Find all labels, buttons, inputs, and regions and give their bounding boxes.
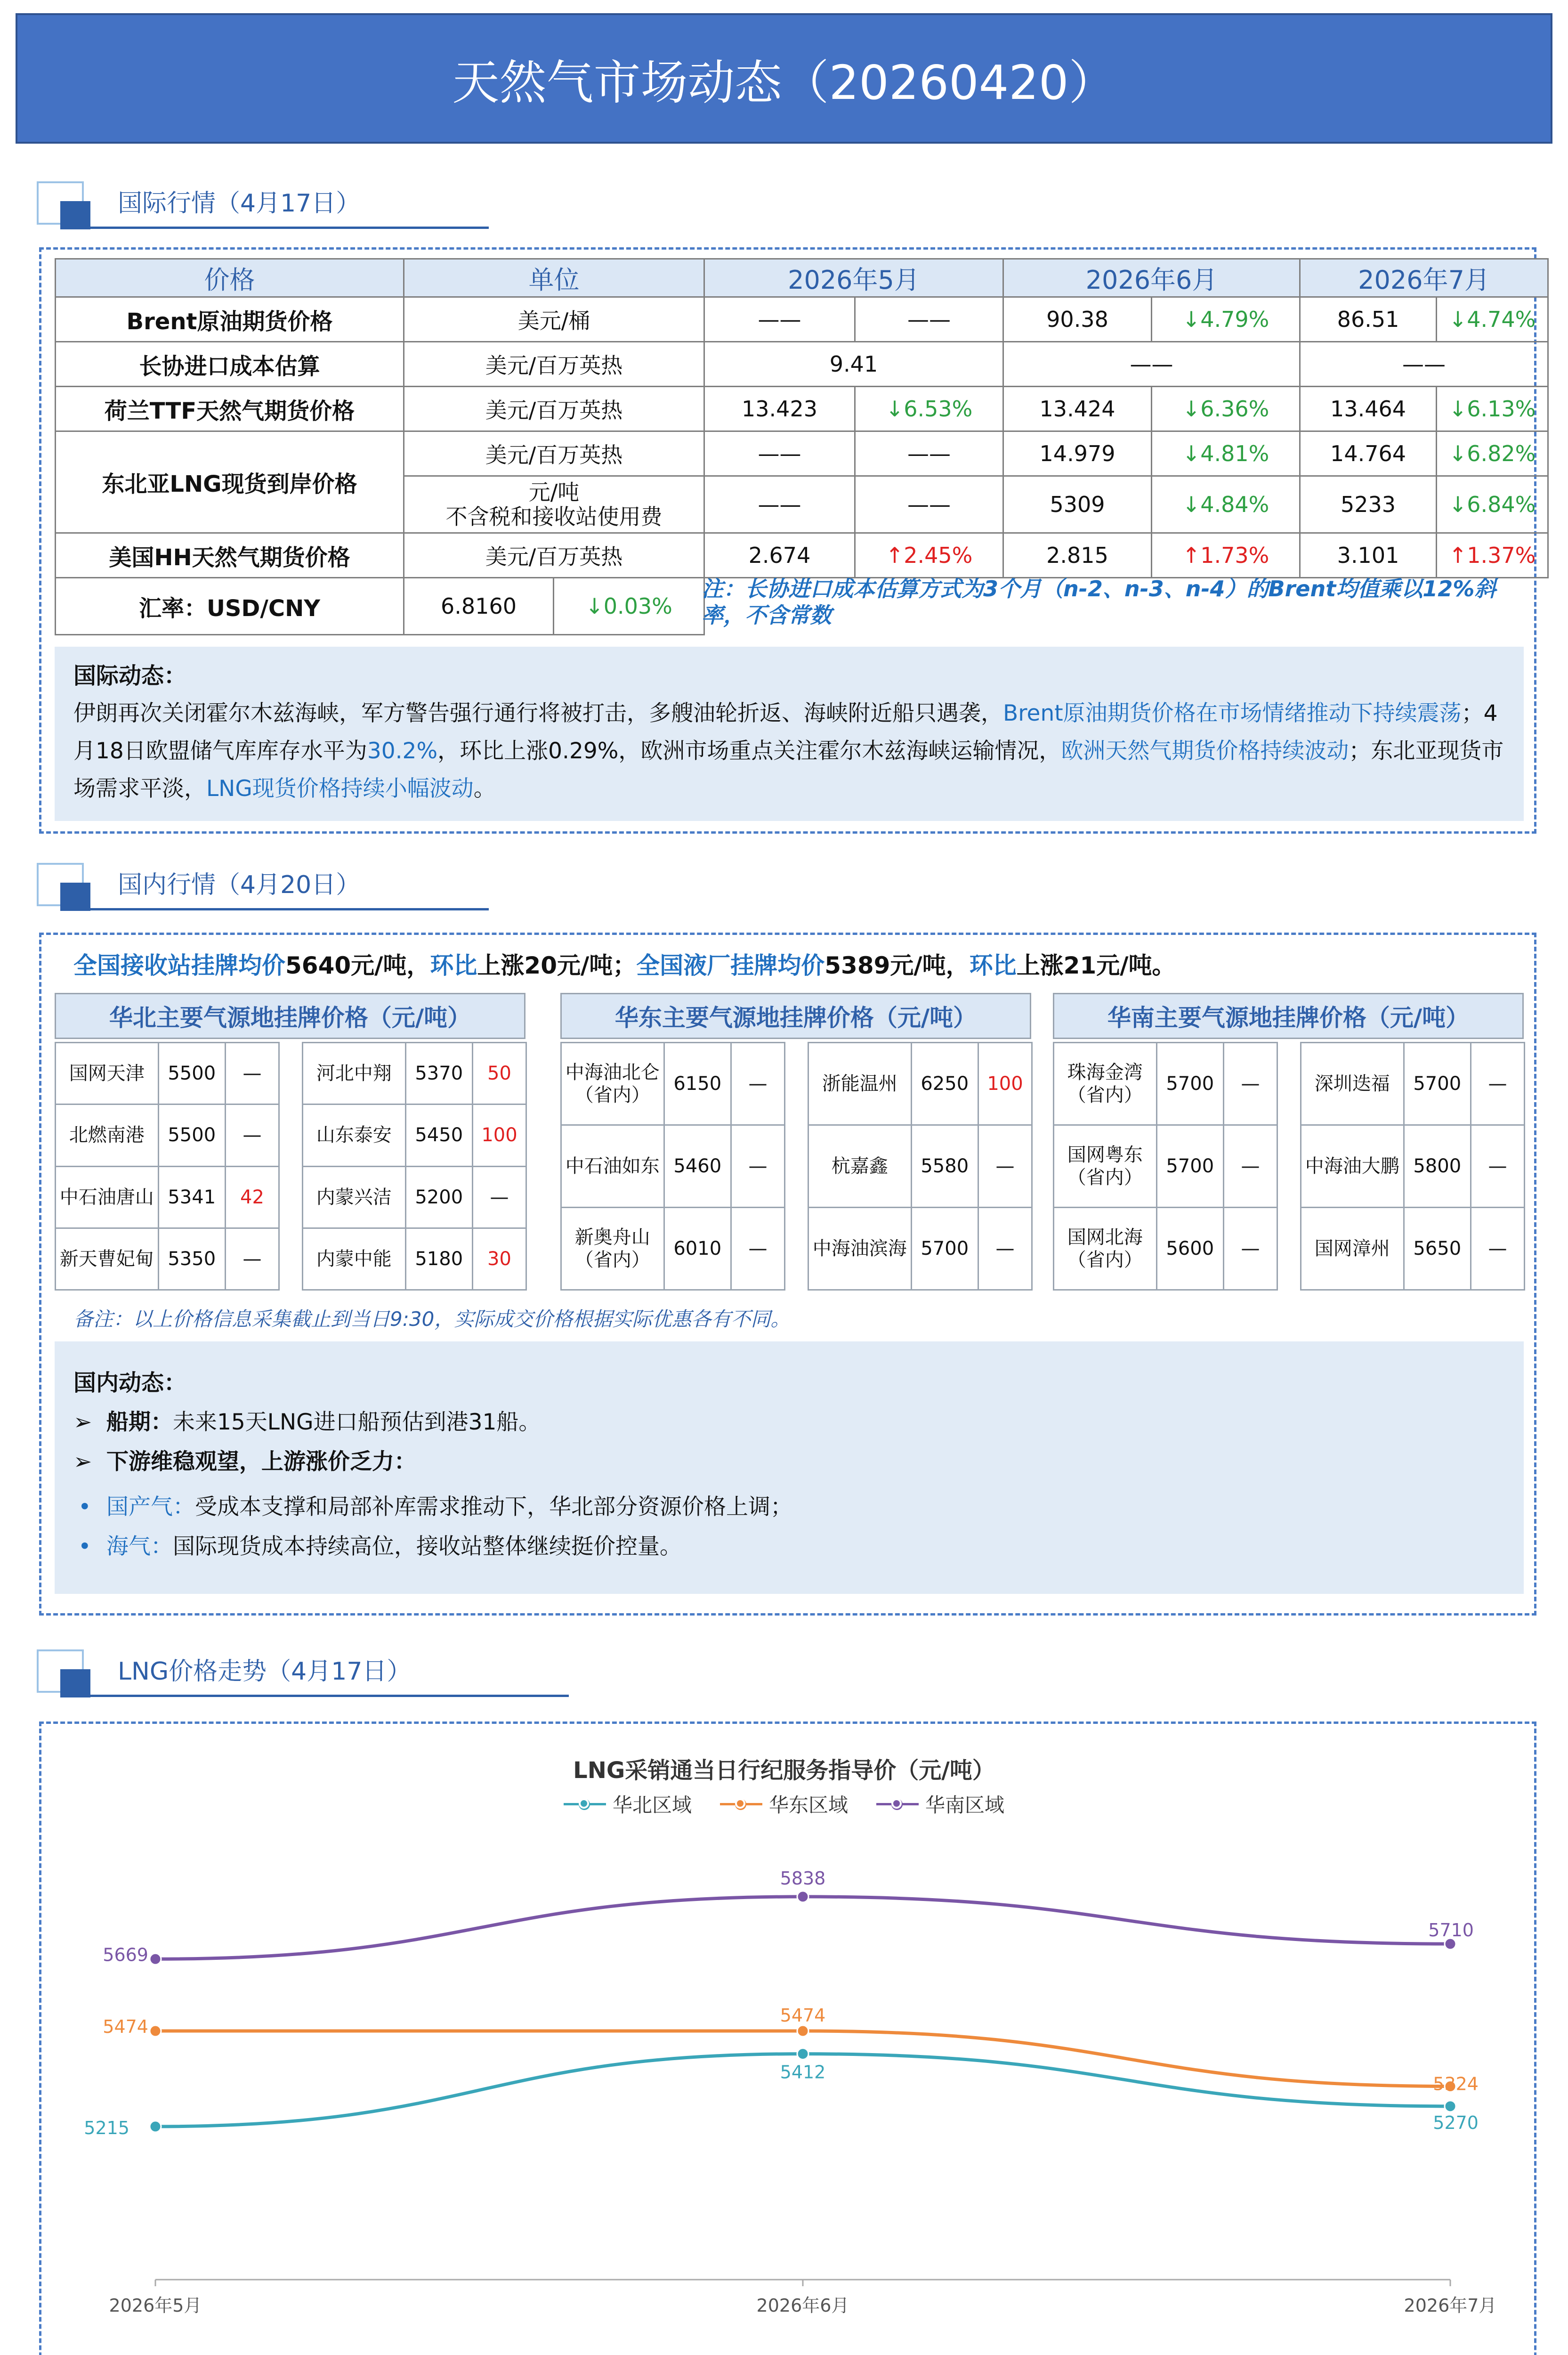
fx-row: 汇率：USD/CNY 6.8160 ↓0.03% <box>56 578 1548 635</box>
dom-summary-segment: 环比 <box>969 952 1017 979</box>
listed-price: 5180 <box>405 1228 473 1290</box>
price-change: — <box>978 1208 1032 1290</box>
table-row: 东北亚LNG现货到岸价格 美元/百万英热 —— —— 14.979 ↓4.81% 14.764 ↓6.82% <box>56 431 1548 476</box>
data-label: 5474 <box>103 2016 148 2038</box>
price-change: — <box>226 1104 279 1166</box>
price-change: — <box>1224 1208 1277 1290</box>
source-name: 北燃南港 <box>56 1104 159 1166</box>
intl-news-segment: ；东北亚现货市场需求平淡， <box>73 738 1504 802</box>
price-change: — <box>978 1125 1032 1208</box>
dom-summary-segment: 上涨21元/吨。 <box>1016 952 1176 979</box>
table-row: 美国HH天然气期货价格 美元/百万英热 2.674 ↑2.45% 2.815 ↑1.73% 3.101 ↑1.37% <box>56 533 1548 578</box>
listed-price: 5460 <box>664 1125 731 1208</box>
price-change: — <box>731 1125 785 1208</box>
source-name: 中海油滨海 <box>808 1208 912 1290</box>
data-point <box>150 1953 161 1965</box>
price-change: 100 <box>978 1043 1032 1125</box>
dom-summary-segment: 5640元/吨， <box>285 952 430 979</box>
section-title: 国内行情（4月20日） <box>118 871 361 899</box>
source-name: 内蒙兴洁 <box>303 1166 406 1228</box>
intl-news-segment: 。 <box>473 776 496 802</box>
legend-label: 华东区域 <box>768 1794 848 1817</box>
header-jul: 2026年7月 <box>1300 259 1548 297</box>
data-point <box>797 2025 808 2037</box>
price-change: 42 <box>226 1166 279 1228</box>
intl-news-segment: 欧洲天然气期货价格持续波动 <box>1061 738 1349 764</box>
source-name: 珠海金湾 （省内） <box>1054 1043 1157 1125</box>
intl-note: 注：长协进口成本估算方式为3个月（n-2、n-3、n-4）的Brent均值乘以12%斜率，不含常数 <box>702 576 1496 628</box>
data-label: 5474 <box>780 2005 826 2026</box>
price-change: — <box>1224 1125 1277 1208</box>
chart-title: LNG采销通当日行纪服务指导价（元/吨） <box>573 1757 995 1784</box>
source-name: 国网北海 （省内） <box>1054 1208 1157 1290</box>
data-label: 5215 <box>84 2117 129 2138</box>
region-title: 华东主要气源地挂牌价格（元/吨） <box>560 993 1031 1039</box>
dom-news-title: 国内动态： <box>73 1370 187 1396</box>
data-label: 5270 <box>1433 2112 1479 2133</box>
list-item: • 国产气： 受成本支撑和局部补库需求推动下，华北部分资源价格上调； <box>73 1488 1505 1526</box>
data-point <box>797 1891 808 1902</box>
x-tick-label: 2026年6月 <box>756 2295 849 2316</box>
dom-note: 备注：以上价格信息采集截止到当日9:30，实际成交价格根据实际优惠各有不同。 <box>73 1307 791 1331</box>
data-label: 5838 <box>780 1868 826 1889</box>
price-change: 30 <box>473 1228 526 1290</box>
listed-price: 5450 <box>405 1104 473 1166</box>
listed-price: 5700 <box>1156 1043 1224 1125</box>
data-label: 5710 <box>1428 1920 1474 1941</box>
listed-price: 6010 <box>664 1208 731 1290</box>
data-label: 5324 <box>1433 2073 1479 2095</box>
listed-price: 5500 <box>158 1043 226 1104</box>
arrow-bullet-icon: ➢ <box>73 1449 92 1475</box>
listed-price: 5600 <box>1156 1208 1224 1290</box>
price-change: — <box>731 1043 785 1125</box>
source-name: 山东泰安 <box>303 1104 406 1166</box>
region-title: 华南主要气源地挂牌价格（元/吨） <box>1053 993 1524 1039</box>
arrow-bullet-icon: ➢ <box>73 1409 92 1435</box>
intl-news-segment: Brent原油期货价格在市场情绪推动下持续震荡 <box>1003 700 1462 726</box>
price-change: — <box>226 1228 279 1290</box>
table-row: Brent原油期货价格 美元/桶 —— —— 90.38 ↓4.79% 86.51 ↓4.74% <box>56 297 1548 342</box>
data-point <box>150 2121 161 2132</box>
listed-price: 5650 <box>1404 1208 1471 1290</box>
section-title: LNG价格走势（4月17日） <box>118 1657 412 1686</box>
source-name: 中石油如东 <box>561 1125 664 1208</box>
header-may: 2026年5月 <box>704 259 1003 297</box>
data-label: 5412 <box>780 2062 826 2083</box>
source-name: 内蒙中能 <box>303 1228 406 1290</box>
list-item: ➢ 下游维稳观望，上游涨价乏力： <box>73 1443 1505 1481</box>
listed-price: 5700 <box>1156 1125 1224 1208</box>
header-jun: 2026年6月 <box>1003 259 1300 297</box>
listed-price: 5580 <box>911 1125 978 1208</box>
source-name: 中石油唐山 <box>56 1166 159 1228</box>
x-tick-label: 2026年7月 <box>1404 2295 1497 2316</box>
table-row: 元/吨 不含税和接收站使用费 —— —— 5309 ↓4.84% 5233 ↓6.84% <box>56 476 1548 533</box>
dom-summary-segment: 环比 <box>430 952 477 979</box>
source-name: 国网漳州 <box>1301 1208 1404 1290</box>
data-label: 5669 <box>103 1944 148 1965</box>
price-change: — <box>226 1043 279 1104</box>
listed-price: 5370 <box>405 1043 473 1104</box>
dom-summary-segment: 5389元/吨， <box>824 952 970 979</box>
source-name: 河北中翔 <box>303 1043 406 1104</box>
dom-summary-segment: 全国液厂挂牌均价 <box>636 952 825 979</box>
intl-news-segment: LNG现货价格持续小幅波动 <box>206 776 474 802</box>
price-change: 50 <box>473 1043 526 1104</box>
table-row: 荷兰TTF天然气期货价格 美元/百万英热 13.423 ↓6.53% 13.424 ↓6.36% 13.464 ↓6.13% <box>56 387 1548 431</box>
source-name: 浙能温州 <box>808 1043 912 1125</box>
data-point <box>797 2048 808 2060</box>
source-name: 新天曹妃甸 <box>56 1228 159 1290</box>
source-name: 国网天津 <box>56 1043 159 1104</box>
series-line <box>155 1897 1450 1959</box>
intl-news-title: 国际动态： <box>73 663 187 689</box>
listed-price: 5341 <box>158 1166 226 1228</box>
listed-price: 5700 <box>911 1208 978 1290</box>
price-change: — <box>473 1166 526 1228</box>
section-title: 国际行情（4月17日） <box>118 189 361 218</box>
listed-price: 6250 <box>911 1043 978 1125</box>
price-change: — <box>1471 1125 1525 1208</box>
listed-price: 5500 <box>158 1104 226 1166</box>
source-name: 国网粤东 （省内） <box>1054 1125 1157 1208</box>
list-item: • 海气： 国际现货成本持续高位，接收站整体继续挺价控量。 <box>73 1528 1505 1566</box>
dot-bullet-icon: • <box>78 1494 91 1520</box>
listed-price: 5200 <box>405 1166 473 1228</box>
intl-news-segment: 伊朗再次关闭霍尔木兹海峡，军方警告强行通行将被打击，多艘油轮折返、海峡附近船只遇袭， <box>73 700 1003 726</box>
data-point <box>1445 2101 1456 2112</box>
legend-label: 华南区域 <box>925 1794 1005 1817</box>
price-change: — <box>1224 1043 1277 1125</box>
header-price: 价格 <box>56 259 404 297</box>
source-name: 深圳迭福 <box>1301 1043 1404 1125</box>
listed-price: 5800 <box>1404 1125 1471 1208</box>
intl-news-segment: 30.2% <box>367 738 438 764</box>
source-name: 中海油大鹏 <box>1301 1125 1404 1208</box>
intl-news-segment: ，环比上涨0.29%，欧洲市场重点关注霍尔木兹海峡运输情况， <box>437 738 1061 764</box>
listed-price: 5700 <box>1404 1043 1471 1125</box>
list-item: ➢ 船期： 未来15天LNG进口船预估到港31船。 <box>73 1404 1505 1441</box>
dom-summary-segment: 上涨20元/吨； <box>477 952 637 979</box>
listed-price: 6150 <box>664 1043 731 1125</box>
price-change: — <box>1471 1208 1525 1290</box>
price-change: 100 <box>473 1104 526 1166</box>
legend-label: 华北区域 <box>612 1794 692 1817</box>
region-title: 华北主要气源地挂牌价格（元/吨） <box>55 993 525 1039</box>
price-change: — <box>1471 1043 1525 1125</box>
source-name: 中海油北仑 （省内） <box>561 1043 664 1125</box>
dom-summary-segment: 全国接收站挂牌均价 <box>73 952 285 979</box>
listed-price: 5350 <box>158 1228 226 1290</box>
dot-bullet-icon: • <box>78 1534 91 1559</box>
intl-news-segment: ；4月18日欧盟储气库库存水平为 <box>73 700 1498 764</box>
table-row: 长协进口成本估算 美元/百万英热 9.41 —— —— <box>56 342 1548 387</box>
page-title: 天然气市场动态（20260420） <box>16 13 1552 144</box>
header-unit: 单位 <box>404 259 704 297</box>
source-name: 新奥舟山 （省内） <box>561 1208 664 1290</box>
price-change: — <box>731 1208 785 1290</box>
data-point <box>150 2025 161 2037</box>
source-name: 杭嘉鑫 <box>808 1125 912 1208</box>
x-tick-label: 2026年5月 <box>109 2295 202 2316</box>
